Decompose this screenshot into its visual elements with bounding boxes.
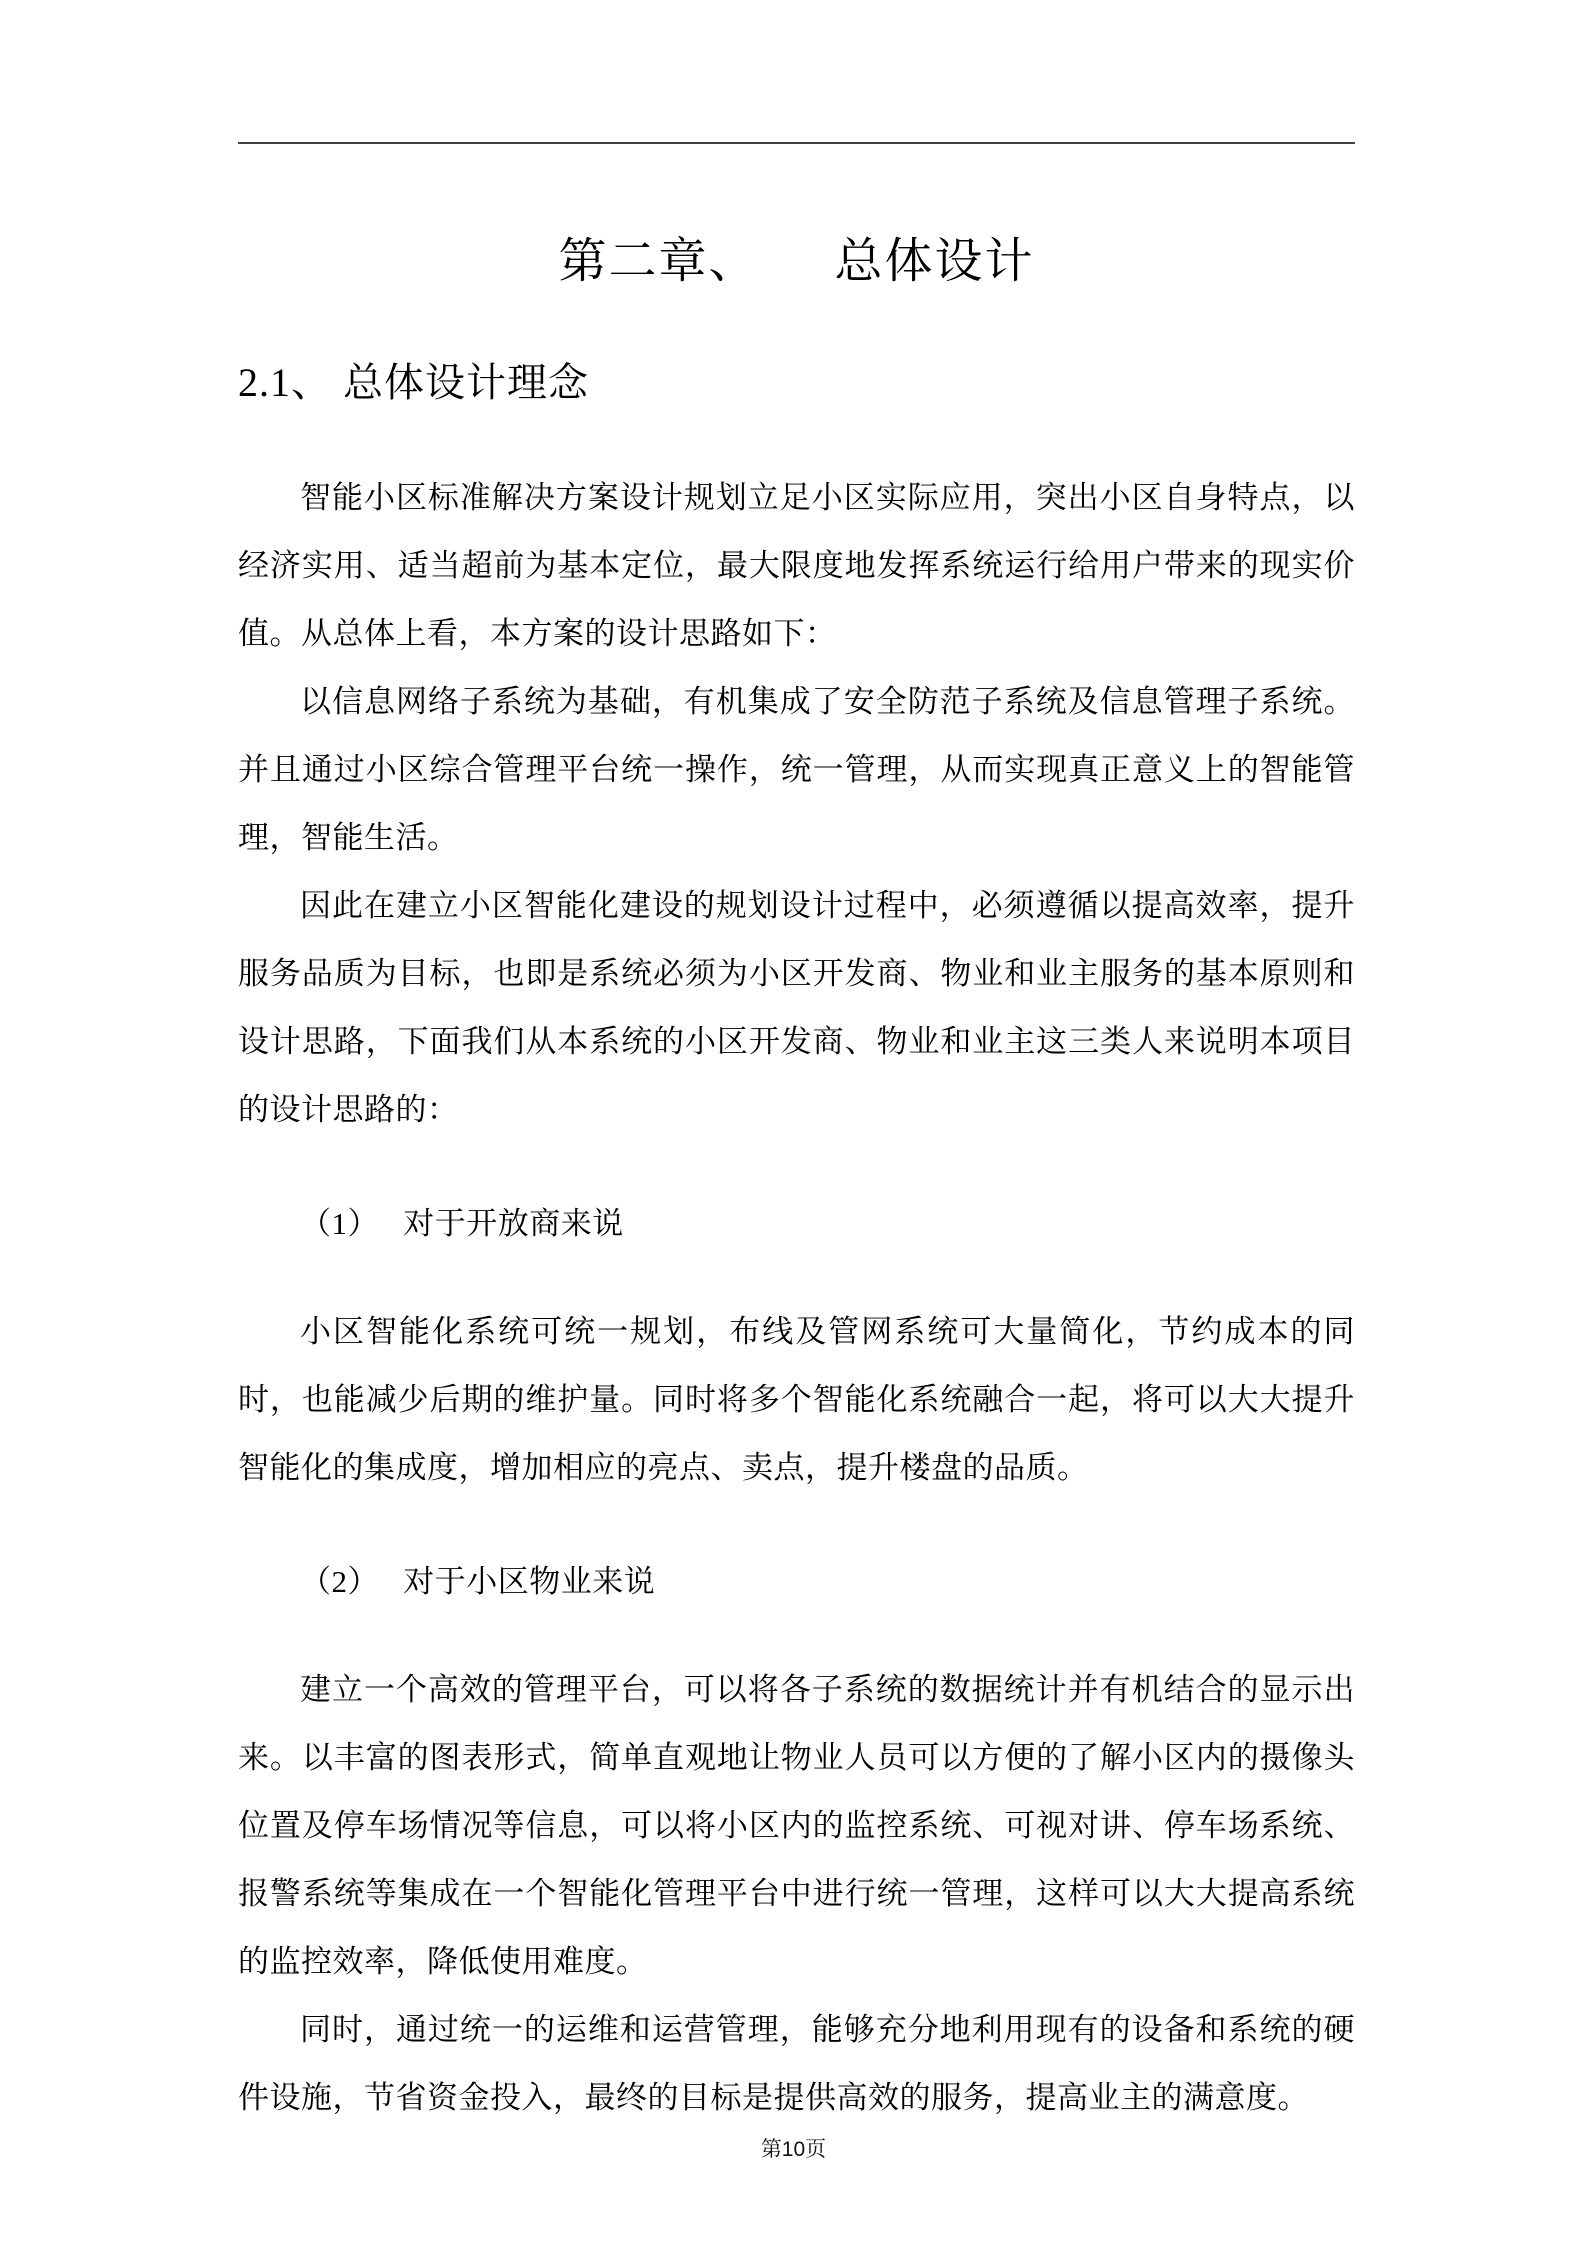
body-paragraph: 以信息网络子系统为基础，有机集成了安全防范子系统及信息管理子系统。并且通过小区综合管理平台统一操作，统一管理，从而实现真正意义上的智能管理，智能生活。 bbox=[238, 684, 1355, 855]
item-2-paragraph: 建立一个高效的管理平台，可以将各子系统的数据统计并有机结合的显示出来。以丰富的图表形式，简单直观地让物业人员可以方便的了解小区内的摄像头位置及停车场情况等信息，可以将小区内的监控系统、可视对讲、停车场系统、报警系统等集成在一个智能化管理平台中进行统一管理，这样可以大大提高系统的监控效率，降低使用难度。 bbox=[238, 1672, 1355, 1979]
item-2-heading: （2） 对于小区物业来说 bbox=[300, 1564, 656, 1599]
item-1-paragraph: 小区智能化系统可统一规划，布线及管网系统可大量简化，节约成本的同时，也能减少后期的维护量。同时将多个智能化系统融合一起，将可以大大提升智能化的集成度，增加相应的亮点、卖点，提升楼盘的品质。 bbox=[238, 1314, 1355, 1485]
page-number: 第10页 bbox=[760, 2138, 827, 2161]
item-1-heading: （1） 对于开放商来说 bbox=[300, 1206, 624, 1241]
chapter-title: 第二章、 总体设计 bbox=[558, 235, 1035, 288]
body-paragraph: 智能小区标准解决方案设计规划立足小区实际应用，突出小区自身特点，以经济实用、适当超前为基本定位，最大限度地发挥系统运行给用户带来的现实价值。从总体上看，本方案的设计思路如下： bbox=[238, 480, 1355, 651]
section-heading: 2.1、 总体设计理念 bbox=[238, 360, 589, 405]
body-paragraph: 因此在建立小区智能化建设的规划设计过程中，必须遵循以提高效率，提升服务品质为目标，也即是系统必须为小区开发商、物业和业主服务的基本原则和设计思路，下面我们从本系统的小区开发商、物业和业主这三类人来说明本项目的设计思路的： bbox=[238, 888, 1355, 1127]
item-2-paragraph: 同时，通过统一的运维和运营管理，能够充分地利用现有的设备和系统的硬件设施，节省资金投入，最终的目标是提供高效的服务，提高业主的满意度。 bbox=[238, 2012, 1355, 2115]
header-rule bbox=[238, 142, 1355, 144]
